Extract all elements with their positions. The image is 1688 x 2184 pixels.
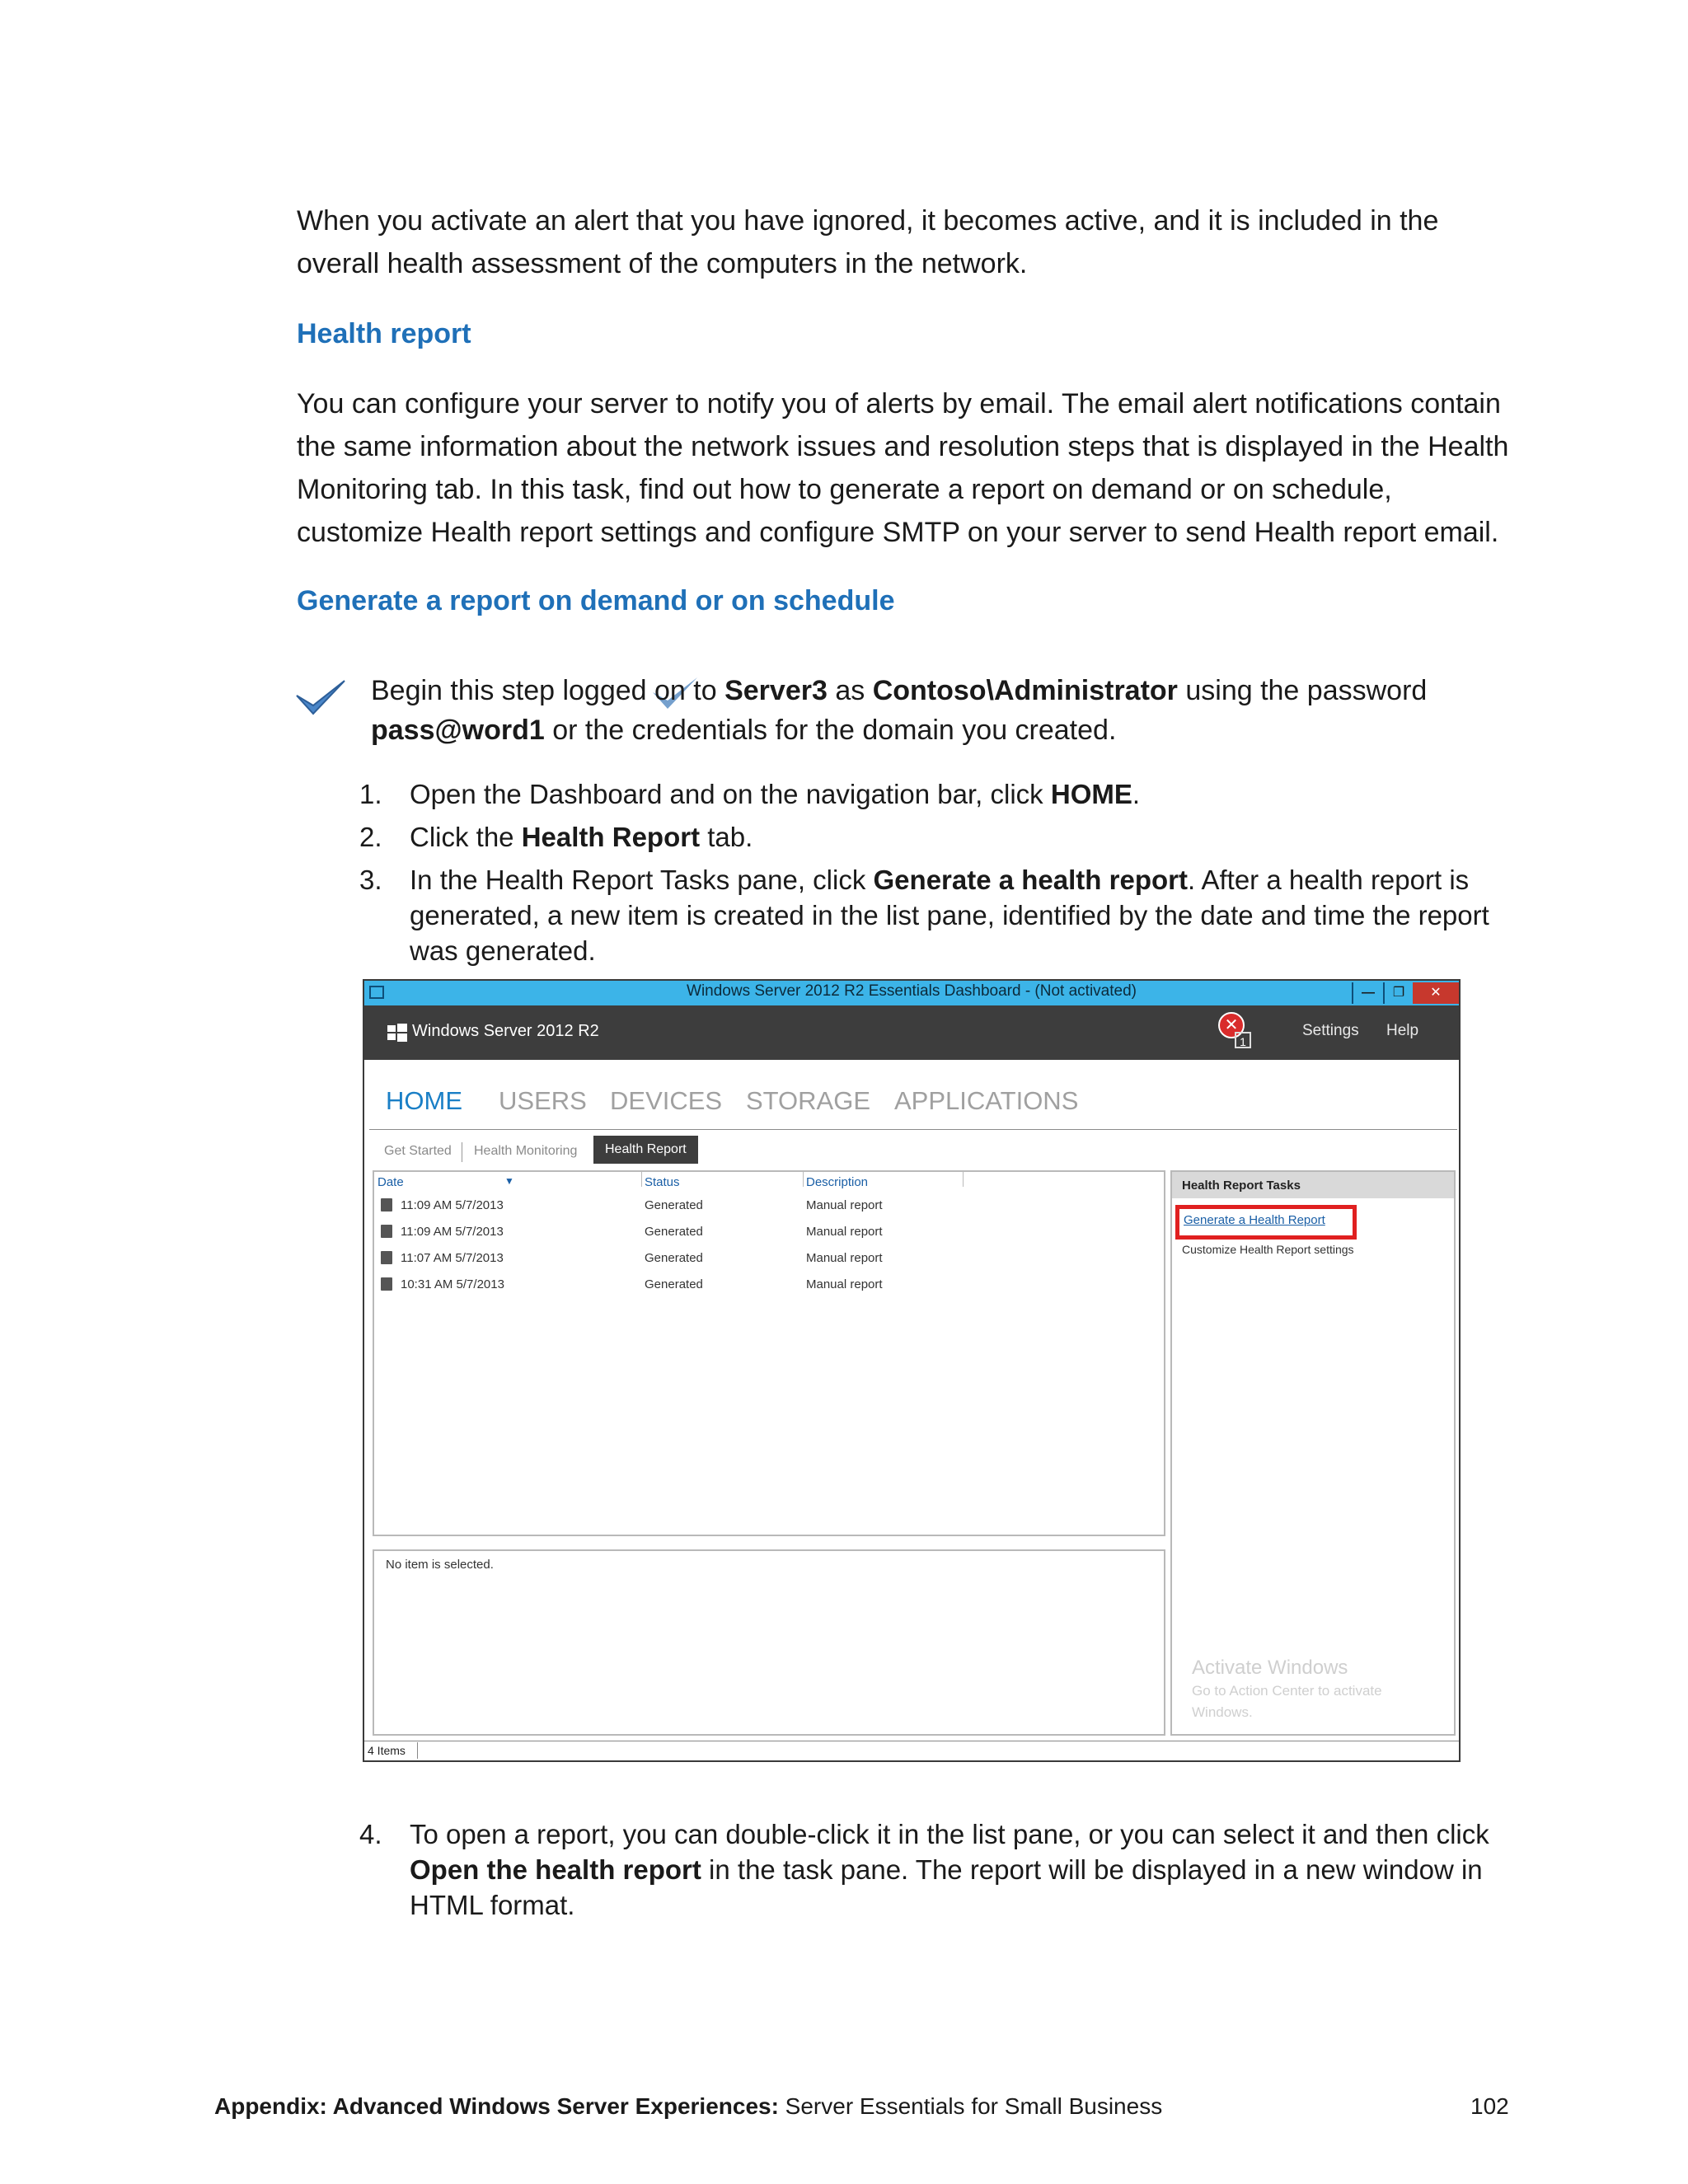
nav-home[interactable]: HOME [386,1086,462,1115]
step-3-number: 3. [359,865,382,895]
tab-health-report[interactable]: Health Report [593,1136,698,1164]
status-bar-count: 4 Items [368,1744,406,1757]
page-number: 102 [1470,2093,1509,2119]
minimize-button[interactable]: — [1352,982,1383,1004]
column-status[interactable]: Status [645,1175,680,1189]
detail-pane [373,1549,1165,1736]
report-file-icon [381,1225,392,1238]
close-button[interactable]: ✕ [1413,982,1459,1004]
report-file-icon [381,1251,392,1264]
health-line-1: You can configure your server to notify you of alerts by email. The email alert notifications contain [297,388,1501,419]
step-2-text: Click the Health Report tab. [410,822,753,852]
heading-health-report: Health report [297,318,471,349]
alert-count-badge: 1 [1235,1032,1251,1048]
health-report-paragraph [297,382,1517,554]
activate-watermark-line-2: Windows. [1192,1704,1253,1720]
report-file-icon [381,1277,392,1291]
window-titlebar [364,981,1459,1005]
health-line-2: the same information about the network issues and resolution steps that is displayed in the Health [297,431,1509,462]
nav-applications[interactable]: APPLICATIONS [894,1086,1079,1115]
step-3-text: In the Health Report Tasks pane, click Generate a health report. After a health report is generated, a new item is created in the list pane, identified by the date and time the report was generated. [410,865,1489,966]
column-date[interactable]: Date [377,1175,404,1189]
dashboard-header [364,1005,1459,1060]
step-4-text: To open a report, you can double-click it in the list pane, or you can select it and then click Open the health report in the task pane. The report will be displayed in a new window in HTML format. [410,1819,1489,1920]
activate-watermark-line: Go to Action Center to activate [1192,1683,1382,1699]
column-description[interactable]: Description [806,1175,869,1189]
dashboard-screenshot: Windows Server 2012 R2 Essentials Dashboard - (Not activated) — ❐ ✕ Windows Server 2012 R2 ✕ 1 Settings Help HOME USERS DEVICES STORAGE APPLICATIONS Get Started Health Monitoring Health Report Date ▼ Status Description 11:09 AM 5/7/2013 Generated Manual report 11:09 AM 5/7/2013 Generated Manual report 11:07 AM 5/7/2013 Generated Manual report 10:31 AM 5/7/2013 Generated Manual report No item is selected. Health Report Tasks Generate a Health Report Customize Health Report settings Activate Windows Go to Action Center to activate Windows. 4 Items [363,979,1461,1762]
customize-settings-link[interactable]: Customize Health Report settings [1182,1243,1354,1256]
checkmark-icon [295,677,346,717]
intro-line-1: When you activate an alert that you have ignored, it becomes active, and it is included in the [297,205,1439,237]
windows-logo-icon [387,1024,407,1042]
generate-health-report-link[interactable]: Generate a Health Report [1184,1213,1325,1227]
prerequisite-note: Begin this step logged on to Server3 as Contoso\Administrator using the password pass@word1 or the credentials for the domain you created. [371,675,1428,746]
step-1-number: 1. [359,779,382,809]
alert-error-icon[interactable]: ✕ [1218,1012,1245,1038]
nav-devices[interactable]: DEVICES [610,1086,723,1115]
intro-paragraph [297,199,1517,285]
product-brand: Windows Server 2012 R2 [412,1022,599,1040]
settings-link[interactable]: Settings [1302,1022,1359,1039]
help-link[interactable]: Help [1386,1022,1419,1039]
step-2-number: 2. [359,822,382,852]
sort-arrow-icon: ▼ [504,1175,514,1187]
nav-storage[interactable]: STORAGE [746,1086,871,1115]
window-title: Windows Server 2012 R2 Essentials Dashboard - (Not activated) [687,982,1137,1000]
activate-watermark-title: Activate Windows [1192,1657,1348,1679]
tasks-heading: Health Report Tasks [1182,1179,1301,1193]
step-4-number: 4. [359,1819,382,1849]
tab-health-monitoring[interactable]: Health Monitoring [474,1144,578,1158]
page-footer: Appendix: Advanced Windows Server Experiences: Server Essentials for Small Business [214,2093,1163,2119]
nav-users[interactable]: USERS [499,1086,587,1115]
detail-text: No item is selected. [386,1558,494,1572]
tab-get-started[interactable]: Get Started [384,1144,452,1158]
report-file-icon [381,1198,392,1212]
health-line-3: Monitoring tab. In this task, find out how to generate a report on demand or on schedule, [297,474,1392,505]
restore-button[interactable]: ❐ [1383,982,1413,1004]
heading-generate-report: Generate a report on demand or on schedule [297,585,895,616]
step-1-text: Open the Dashboard and on the navigation bar, click HOME. [410,779,1141,809]
intro-line-2: overall health assessment of the computers in the network. [297,248,1028,279]
health-line-4: customize Health report settings and configure SMTP on your server to send Health report email. [297,517,1499,548]
